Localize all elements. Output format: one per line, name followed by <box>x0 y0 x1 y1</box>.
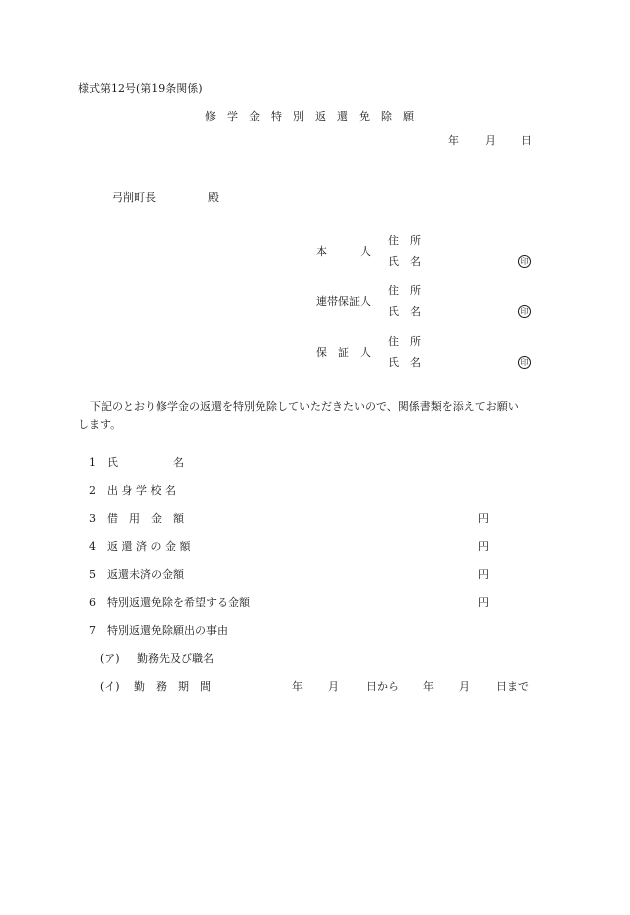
period-from-year: 年 <box>292 680 303 693</box>
item-number: 4 <box>89 540 96 553</box>
sub-item-marker: (イ) <box>100 680 120 693</box>
item-label: 借 用 金 額 <box>107 512 184 525</box>
date-year: 年 <box>448 134 459 147</box>
item-unit: 円 <box>478 568 489 581</box>
seal-mark: 印 <box>518 255 531 268</box>
item-number: 3 <box>89 512 96 525</box>
item-label: 出 身 学 校 名 <box>107 484 176 497</box>
addressee-honorific: 殿 <box>208 191 219 204</box>
period-to-year: 年 <box>423 680 434 693</box>
seal-mark: 印 <box>518 305 531 318</box>
form-number: 様式第12号(第19条関係) <box>78 82 203 95</box>
period-from-day: 日から <box>366 680 399 693</box>
item-number: 6 <box>89 596 96 609</box>
sub-item-label: 勤務先及び職名 <box>137 652 214 665</box>
item-unit: 円 <box>478 512 489 525</box>
party-name-label: 氏 名 <box>388 255 421 268</box>
item-label: 特別返還免除願出の事由 <box>107 624 228 637</box>
item-unit: 円 <box>478 596 489 609</box>
item-label: 返還未済の金額 <box>107 568 184 581</box>
party-role-guarantor: 保 証 人 <box>316 346 371 359</box>
party-name-label: 氏 名 <box>388 356 421 369</box>
period-to-month: 月 <box>459 680 470 693</box>
party-address-label: 住 所 <box>388 234 421 247</box>
party-address-label: 住 所 <box>388 335 421 348</box>
date-day: 日 <box>521 134 532 147</box>
body-line-2: します。 <box>78 418 122 431</box>
party-name-label: 氏 名 <box>388 305 421 318</box>
date-month: 月 <box>485 134 496 147</box>
party-role-joint-guarantor: 連帯保証人 <box>316 295 371 308</box>
addressee-name: 弓削町長 <box>112 191 156 204</box>
item-label: 返 還 済 の 金 額 <box>107 540 191 553</box>
item-unit: 円 <box>478 540 489 553</box>
sub-item-label: 勤 務 期 間 <box>134 680 211 693</box>
period-from-month: 月 <box>328 680 339 693</box>
item-number: 1 <box>89 456 96 469</box>
item-label: 特別返還免除を希望する金額 <box>107 596 250 609</box>
document-title: 修 学 金 特 別 返 還 免 除 願 <box>205 110 414 123</box>
body-line-1: 下記のとおり修学金の返還を特別免除していただきたいので、関係書類を添えてお願い <box>90 400 519 413</box>
sub-item-marker: (ア) <box>100 652 120 665</box>
item-label: 氏 名 <box>107 456 184 469</box>
seal-mark: 印 <box>518 356 531 369</box>
item-number: 5 <box>89 568 96 581</box>
item-number: 7 <box>89 624 96 637</box>
party-address-label: 住 所 <box>388 284 421 297</box>
party-role-applicant: 本 人 <box>316 245 371 258</box>
period-to-day: 日まで <box>496 680 529 693</box>
item-number: 2 <box>89 484 96 497</box>
